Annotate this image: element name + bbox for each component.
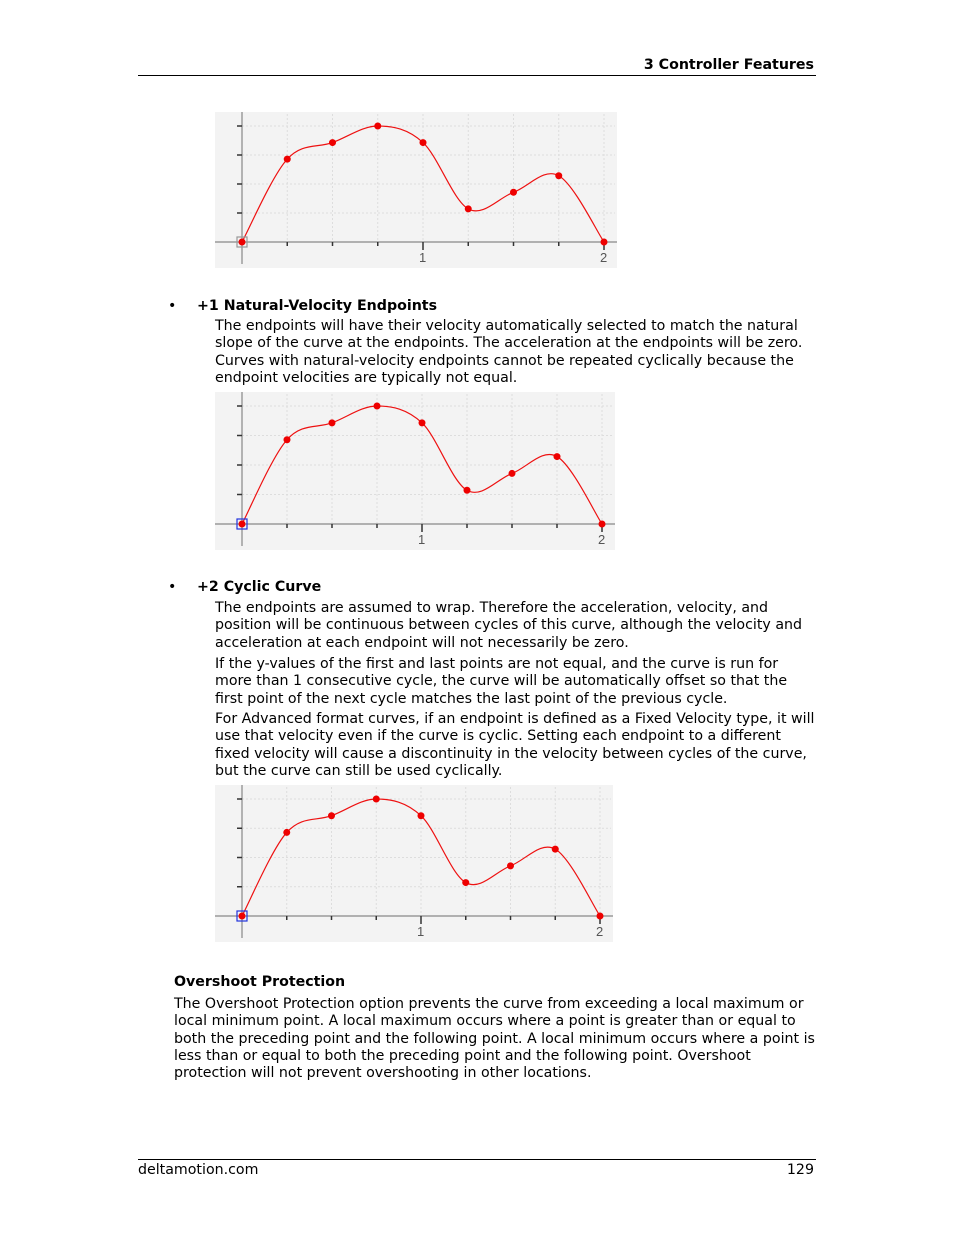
curve-point bbox=[554, 453, 561, 460]
curve-point bbox=[284, 156, 291, 163]
footer-site: deltamotion.com bbox=[138, 1162, 259, 1178]
x-tick-label: 1 bbox=[419, 250, 427, 265]
natural-velocity-text: The endpoints will have their velocity automatically selected to match the natural slope of the curve at the endpoints. The acceleration at the endpoints will be zero. Curves with natural-velocity endpoints cannot be repeated cyclically because the endpoint velocities are typically not equal. bbox=[215, 318, 803, 386]
curve-point bbox=[510, 189, 517, 196]
curve-point bbox=[462, 879, 469, 886]
curve-point bbox=[329, 419, 336, 426]
chapter-title: 3 Controller Features bbox=[643, 57, 814, 73]
x-tick-label: 2 bbox=[596, 924, 604, 939]
curve-point bbox=[601, 239, 608, 246]
curve-chart-3 bbox=[215, 785, 613, 942]
curve-point bbox=[373, 796, 380, 803]
curve-point bbox=[419, 419, 426, 426]
curve-point bbox=[599, 521, 606, 528]
curve-point bbox=[239, 521, 246, 528]
x-tick-label: 1 bbox=[417, 924, 425, 939]
header-rule bbox=[138, 75, 816, 76]
curve-point bbox=[420, 139, 427, 146]
cyclic-text-3: For Advanced format curves, if an endpoint is defined as a Fixed Velocity type, it will use that velocity even if the curve is cyclic. Setting each endpoint to a different fixed velocity will cause a discontinuity in the velocity between cycles of the curve, but the curve can still be used cyclically. bbox=[215, 711, 815, 779]
curve-point bbox=[329, 139, 336, 146]
curve-svg bbox=[215, 392, 615, 550]
overshoot-protection-title: Overshoot Protection bbox=[174, 974, 346, 990]
footer-rule bbox=[138, 1159, 816, 1160]
x-tick-label: 1 bbox=[418, 532, 426, 547]
curve-point bbox=[239, 913, 246, 920]
curve-chart-1 bbox=[215, 112, 617, 268]
curve-point bbox=[552, 846, 559, 853]
curve-point bbox=[507, 862, 514, 869]
curve-svg bbox=[215, 785, 613, 942]
curve-point bbox=[418, 812, 425, 819]
curve-svg bbox=[215, 112, 617, 268]
curve-point bbox=[374, 123, 381, 130]
x-tick-label: 2 bbox=[600, 250, 608, 265]
cyclic-text-1: The endpoints are assumed to wrap. Therefore the acceleration, velocity, and position will be continuous between cycles of this curve, although the velocity and acceleration at each endpoint will not necessarily be zero. bbox=[215, 600, 803, 651]
curve-point bbox=[555, 172, 562, 179]
bullet-marker: • bbox=[168, 298, 177, 314]
overshoot-protection-text: The Overshoot Protection option prevents the curve from exceeding a local maximum or local minimum point. A local maximum occurs where a point is greater than or equal to both the preceding point and the following point. A local minimum occurs where a point is less than or equal to both the preceding point and the following point. Overshoot protection will not prevent overshooting in other locations. bbox=[174, 996, 815, 1082]
natural-velocity-title: +1 Natural-Velocity Endpoints bbox=[197, 298, 438, 314]
curve-point bbox=[284, 436, 291, 443]
curve-point bbox=[597, 913, 604, 920]
curve-point bbox=[374, 403, 381, 410]
curve-point bbox=[283, 829, 290, 836]
page-number: 129 bbox=[786, 1162, 814, 1178]
cyclic-curve-title: +2 Cyclic Curve bbox=[197, 579, 322, 595]
curve-chart-2 bbox=[215, 392, 615, 550]
cyclic-text-2: If the y-values of the first and last points are not equal, and the curve is run for more than 1 consecutive cycle, the curve will be automatically offset so that the first point of the next cycle matches the last point of the previous cycle. bbox=[215, 656, 788, 707]
curve-point bbox=[465, 205, 472, 212]
curve-point bbox=[464, 487, 471, 494]
curve-point bbox=[239, 239, 246, 246]
bullet-marker: • bbox=[168, 579, 177, 595]
curve-point bbox=[328, 812, 335, 819]
curve-point bbox=[509, 470, 516, 477]
x-tick-label: 2 bbox=[598, 532, 606, 547]
